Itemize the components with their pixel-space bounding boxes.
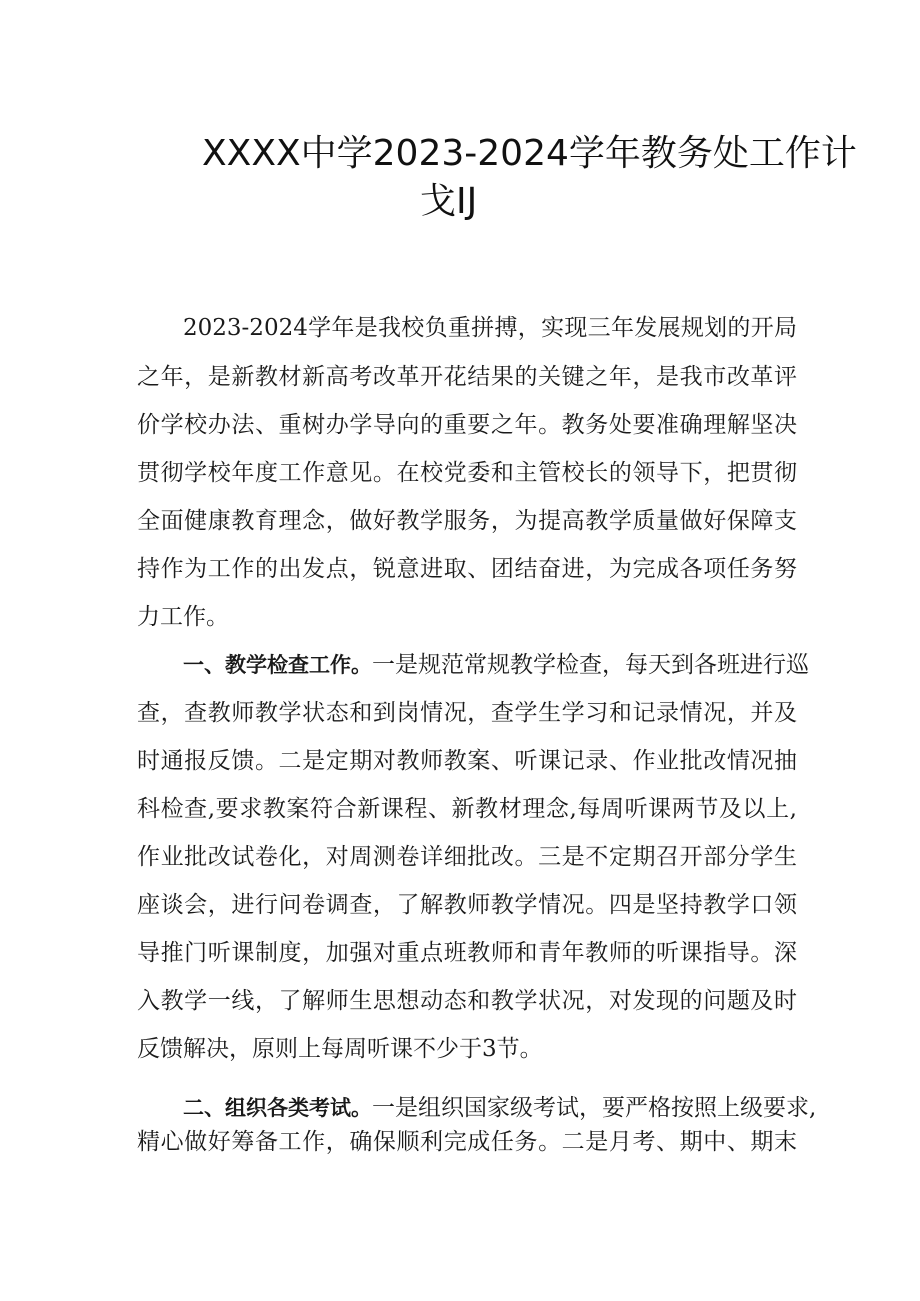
section2-first-line (183, 1093, 817, 1123)
intro-line: 全面健康教育理念，做好教学服务，为提高教学质量做好保障支 (137, 508, 797, 534)
section1-line: 作业批改试卷化，对周测卷详细批改。三是不定期召开部分学生 (137, 844, 797, 870)
intro-line: 2023-2024学年是我校负重拼搏，实现三年发展规划的开局 (183, 315, 797, 341)
intro-line: 贯彻学校年度工作意见。在校党委和主管校长的领导下，把贯彻 (137, 460, 797, 486)
intro-line: 价学校办法、重树办学导向的重要之年。教务处要准确理解坚决 (137, 412, 797, 438)
section1-heading: 一、教学检查工作。 (183, 653, 372, 677)
section2-first-line-text: 一是组织国家级考试，要严格按照上级要求, (372, 1095, 817, 1121)
section1-first-line (183, 650, 809, 680)
section1-line: 时通报反馈。二是定期对教师教案、听课记录、作业批改情况抽 (137, 748, 797, 774)
section1-line: 入教学一线，了解师生思想动态和教学状况，对发现的问题及时 (137, 988, 797, 1014)
intro-line: 力工作。 (137, 604, 229, 630)
intro-line: 之年，是新教材新高考改革开花结果的关键之年，是我市改革评 (137, 364, 797, 390)
section2-heading: 二、组织各类考试。 (183, 1096, 372, 1120)
document-title-line-2: 戈IJ (420, 181, 478, 222)
document-title-line-1: XXXX中学2023-2024学年教务处工作计 (202, 133, 857, 174)
section1-line: 查，查教师教学状态和到岗情况，查学生学习和记录情况，并及 (137, 700, 797, 726)
intro-line: 持作为工作的出发点，锐意进取、团结奋进，为完成各项任务努 (137, 556, 797, 582)
section1-line: 反馈解决，原则上每周听课不少于3节。 (137, 1036, 543, 1062)
section2-line: 精心做好筹备工作，确保顺利完成任务。二是月考、期中、期末 (137, 1129, 797, 1155)
section1-line: 科检查,要求教案符合新课程、新教材理念,每周听课两节及以上, (137, 796, 797, 822)
section1-first-line-text: 一是规范常规教学检查，每天到各班进行巡 (372, 652, 809, 678)
section1-line: 座谈会，进行问卷调查，了解教师教学情况。四是坚持教学口领 (137, 892, 797, 918)
section1-line: 导推门听课制度，加强对重点班教师和青年教师的听课指导。深 (137, 940, 797, 966)
